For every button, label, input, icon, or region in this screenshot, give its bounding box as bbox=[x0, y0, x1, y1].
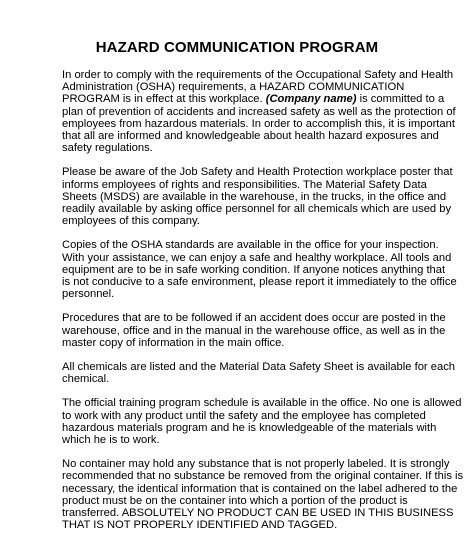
text-line: Sheets (MSDS) are available in the warehouse, in the trucks, in the office and bbox=[62, 190, 447, 203]
paragraph bbox=[62, 458, 464, 532]
paragraph bbox=[62, 312, 446, 349]
paragraph bbox=[62, 239, 457, 301]
text-line: readily available by asking office personnel for all chemicals which are used by bbox=[62, 203, 452, 216]
text-line: warehouse, office and in the manual in the warehouse office, as well as in the bbox=[62, 324, 446, 337]
text-line: personnel. bbox=[62, 288, 115, 301]
text-run: is committed to a bbox=[356, 93, 445, 106]
paragraph bbox=[62, 397, 462, 447]
text-line: With your assistance, we can enjoy a safe and healthy workplace. All tools and bbox=[62, 251, 452, 264]
text-line: Copies of the OSHA standards are available in the office for your inspection. bbox=[62, 239, 439, 252]
text-line: Administration (OSHA) requirements, a HAZARD COMMUNICATION bbox=[62, 81, 405, 94]
paragraph bbox=[62, 361, 456, 386]
text-run: PROGRAM is in effect at this workplace. bbox=[62, 93, 266, 106]
text-line: product must be on the container into which a portion of the product is bbox=[62, 494, 408, 507]
text-line: Procedures that are to be followed if an accident does occur are posted in the bbox=[62, 312, 446, 325]
text-line: In order to comply with the requirements of the Occupational Safety and Health bbox=[62, 69, 454, 81]
text-line: to work with any product until the safety and the employee has completed bbox=[62, 409, 426, 422]
document-title: HAZARD COMMUNICATION PROGRAM bbox=[95, 39, 379, 56]
text-line: that all are informed and knowledgeable about health hazard exposures and bbox=[62, 130, 439, 143]
document-body bbox=[62, 69, 464, 544]
text-line: transferred. ABSOLUTELY NO PRODUCT CAN BE USED IN THIS BUSINESS bbox=[62, 507, 454, 520]
text-line: safety regulations. bbox=[62, 142, 153, 155]
text-line: No container may hold any substance that is not properly labeled. It is strongly bbox=[62, 458, 450, 471]
text-line: THAT IS NOT PROPERLY IDENTIFIED AND TAGGED. bbox=[62, 519, 338, 532]
paragraph bbox=[62, 69, 456, 155]
text-line: The official training program schedule is available in the office. No one is allowed bbox=[62, 397, 462, 410]
text-line: employees from hazardous materials. In order to accomplish this, it is important bbox=[62, 117, 455, 130]
text-line: informs employees of rights and responsibilities. The Material Safety Data bbox=[62, 178, 427, 191]
text-line: necessary, the identical information that is contained on the label adhered to the bbox=[62, 482, 458, 495]
text-line: equipment are to be in safe working condition. If anyone notices anything that bbox=[62, 263, 446, 276]
text-line: Please be aware of the Job Safety and Health Protection workplace poster that bbox=[62, 166, 453, 179]
text-line: hazardous materials program and he is knowledgeable of the materials with bbox=[62, 421, 437, 434]
text-line: All chemicals are listed and the Material Data Safety Sheet is available for each bbox=[62, 361, 456, 374]
text-line: is not conducive to a safe environment, please report it immediately to the office bbox=[62, 276, 457, 289]
text-line bbox=[62, 93, 445, 106]
text-line: plan of prevention of accidents and increased safety as well as the protection of bbox=[62, 105, 456, 118]
text-line: chemical. bbox=[62, 373, 110, 386]
text-line: which he is to work. bbox=[62, 434, 160, 447]
paragraph bbox=[62, 166, 453, 228]
text-line: recommended that no substance be removed from the original container. If this is bbox=[62, 470, 464, 483]
text-line: employees of this company. bbox=[62, 215, 200, 228]
text-line: master copy of information in the main office. bbox=[62, 336, 285, 349]
company-name-placeholder: (Company name) bbox=[265, 93, 357, 106]
